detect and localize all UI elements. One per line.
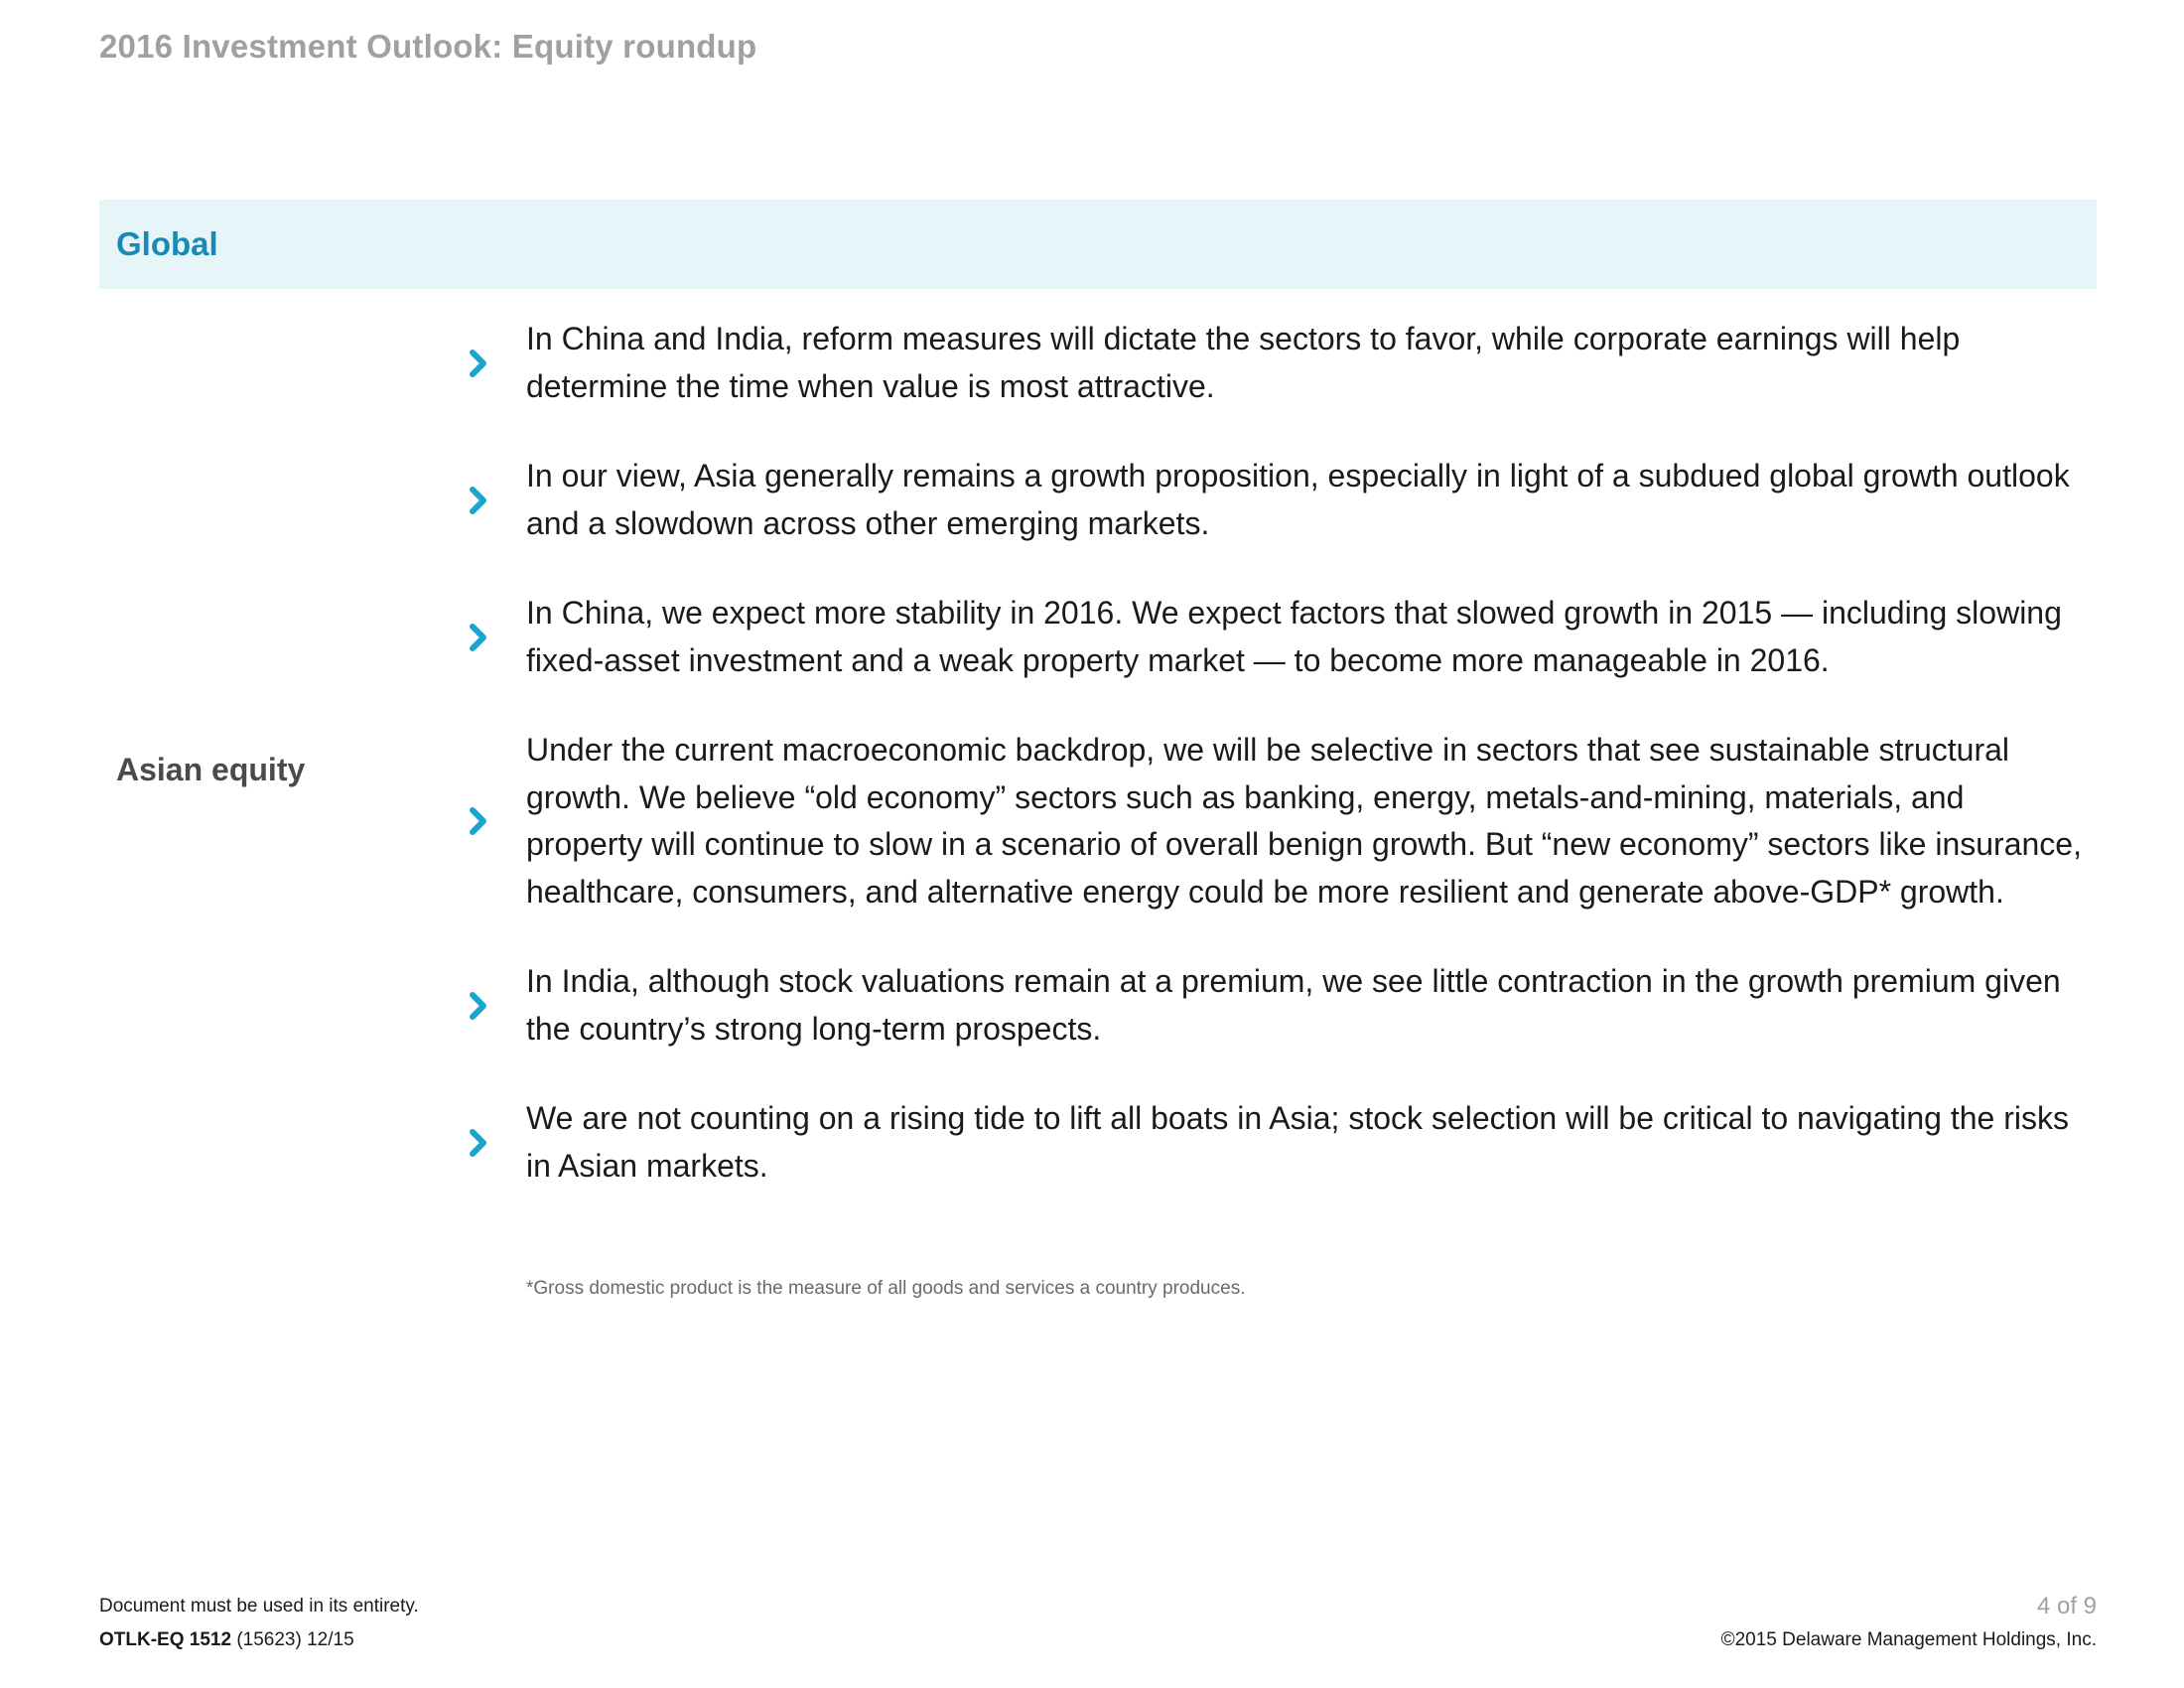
document-code: OTLK-EQ 1512 [99, 1629, 232, 1650]
bullet-list [467, 316, 2085, 1232]
bullet-item [467, 1095, 2085, 1190]
document-reference: (15623) 12/15 [236, 1629, 354, 1650]
bullet-item [467, 316, 2085, 410]
footnote: *Gross domestic product is the measure of all goods and services a country produces. [526, 1278, 1246, 1299]
chevron-right-icon [467, 805, 490, 837]
chevron-right-icon [467, 1127, 490, 1159]
bullet-text: In China, we expect more stability in 2016. We expect factors that slowed growth in 2015 — including slowing fixed-asset investment and a weak property market — to become more manageable in 2016. [526, 595, 2062, 678]
row-label: Asian equity [116, 752, 306, 787]
bullet-text: We are not counting on a rising tide to lift all boats in Asia; stock selection will be critical to navigating the risks in Asian markets. [526, 1100, 2069, 1184]
section-header-band [99, 200, 2097, 289]
copyright: ©2015 Delaware Management Holdings, Inc. [1720, 1629, 2097, 1650]
bullet-item [467, 958, 2085, 1053]
usage-note: Document must be used in its entirety. [99, 1596, 419, 1617]
bullet-text: In our view, Asia generally remains a growth proposition, especially in light of a subdued global growth outlook and a slowdown across other emerging markets. [526, 458, 2070, 541]
bullet-item [467, 590, 2085, 684]
page-number: 4 of 9 [2036, 1593, 2097, 1619]
bullet-text: Under the current macroeconomic backdrop, we will be selective in sectors that see sustainable structural growth. We believe “old economy” sectors such as banking, energy, metals-and-mining, materials, and property will continue to slow in a scenario of overall benign growth. But “new economy” sectors like insurance, healthcare, consumers, and alternative energy could be more resilient and generate above-GDP* growth. [526, 732, 2082, 910]
bullet-text: In China and India, reform measures will dictate the sectors to favor, while corporate earnings will help determine the time when value is most attractive. [526, 321, 1961, 404]
bullet-item [467, 453, 2085, 547]
chevron-right-icon [467, 485, 490, 516]
chevron-right-icon [467, 348, 490, 379]
document-code-line [99, 1629, 354, 1651]
chevron-right-icon [467, 990, 490, 1022]
bullet-text: In India, although stock valuations remain at a premium, we see little contraction in the growth premium given the country’s strong long-term prospects. [526, 963, 2061, 1047]
section-title: Global [116, 225, 218, 262]
chevron-right-icon [467, 622, 490, 653]
document-title: 2016 Investment Outlook: Equity roundup [99, 28, 757, 65]
bullet-item [467, 727, 2085, 915]
